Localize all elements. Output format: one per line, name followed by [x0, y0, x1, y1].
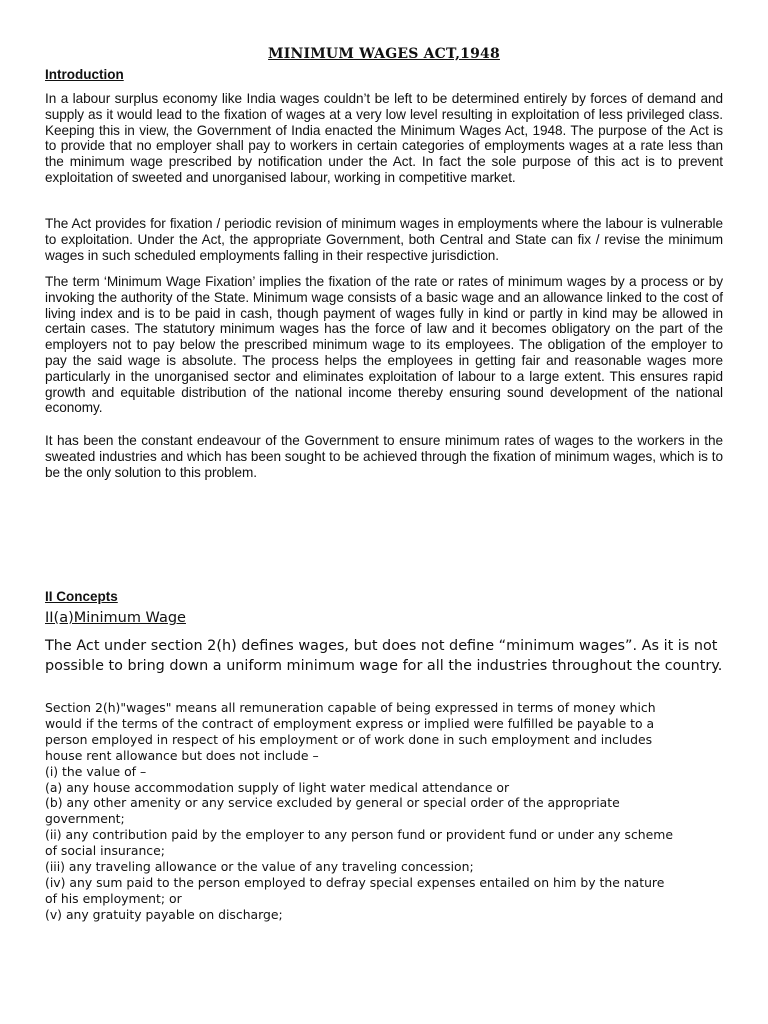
section-line: house rent allowance but does not include –	[45, 747, 319, 763]
section-line: person employed in respect of his employment or of work done in such employment and includes	[45, 731, 653, 747]
document-title: MINIMUM WAGES ACT,1948	[268, 46, 500, 62]
section-line: (iv) any sum paid to the person employed to defray special expenses entailed on him by the nature	[45, 874, 665, 890]
section-line: would if the terms of the contract of employment express or implied were fulfilled be payable to a	[45, 715, 655, 731]
section-line: Section 2(h)"wages" means all remuneration capable of being expressed in terms of money which	[45, 700, 656, 715]
intro-paragraph-1: In a labour surplus economy like India wages couldn’t be left to be determined entirely by forces of demand and supply as it would lead to the fixation of wages at a very low level resulting in exploitation of less privileged class. Keeping this in view, the Government of India enacted the Minimum Wages Act, 1948. The purpose of the Act is to provide that no employer shall pay to workers in certain categories of employments wages at a rate less than the minimum wage prescribed by notification under the Act. In fact the sole purpose of this act is to prevent exploitation of sweeted and unorganised labour, working in competitive market.	[45, 91, 723, 185]
section-line: (ii) any contribution paid by the employer to any person fund or provident fund or under any scheme	[45, 827, 673, 843]
minimum-wage-heading: II(a)Minimum Wage	[45, 610, 186, 626]
intro-paragraph-3: The term ‘Minimum Wage Fixation’ implies the fixation of the rate or rates of minimum wages by a process or by invoking the authority of the State. Minimum wage consists of a basic wage and an allowance linked to the cost of living index and is to be paid in cash, though payment of wages fully in kind or partly in kind may be allowed in certain cases. The statutory minimum wages has the force of law and it becomes obligatory on the part of the employers not to pay below the prescribed minimum wage to its employees. The obligation of the employer to pay the said wage is absolute. The process helps the employees in getting fair and reasonable wages more particularly in the unorganised sector and eliminates exploitation of labour to a large extent. This ensures rapid growth and equitable distribution of the national income thereby ensuring sound development of the national economy.	[45, 274, 723, 416]
concepts-heading: II Concepts	[45, 589, 118, 604]
document-page	[45, 0, 723, 1024]
section-line: (i) the value of –	[45, 763, 147, 779]
section-line: (iii) any traveling allowance or the value of any traveling concession;	[45, 859, 474, 875]
section-2h-text	[45, 700, 723, 923]
section-line: (a) any house accommodation supply of light water medical attendance or	[45, 779, 510, 795]
section-line: (b) any other amenity or any service excluded by general or special order of the appropriate	[45, 795, 620, 811]
minimum-wage-paragraph: The Act under section 2(h) defines wages, but does not define “minimum wages”. As it is not possible to bring down a uniform minimum wage for all the industries throughout the country.	[45, 638, 723, 674]
intro-paragraph-2: The Act provides for fixation / periodic revision of minimum wages in employments where the labour is vulnerable to exploitation. Under the Act, the appropriate Government, both Central and State can fix / revise the minimum wages in such scheduled employments falling in their respective jurisdiction.	[45, 216, 723, 263]
section-line: of social insurance;	[45, 843, 165, 859]
intro-paragraph-4: It has been the constant endeavour of the Government to ensure minimum rates of wages to the workers in the sweated industries and which has been sought to be achieved through the fixation of minimum wages, which is to be the only solution to this problem.	[45, 433, 723, 480]
section-line: (v) any gratuity payable on discharge;	[45, 906, 283, 922]
introduction-heading: Introduction	[45, 67, 124, 82]
section-line: government;	[45, 811, 125, 827]
section-line: of his employment; or	[45, 890, 182, 906]
